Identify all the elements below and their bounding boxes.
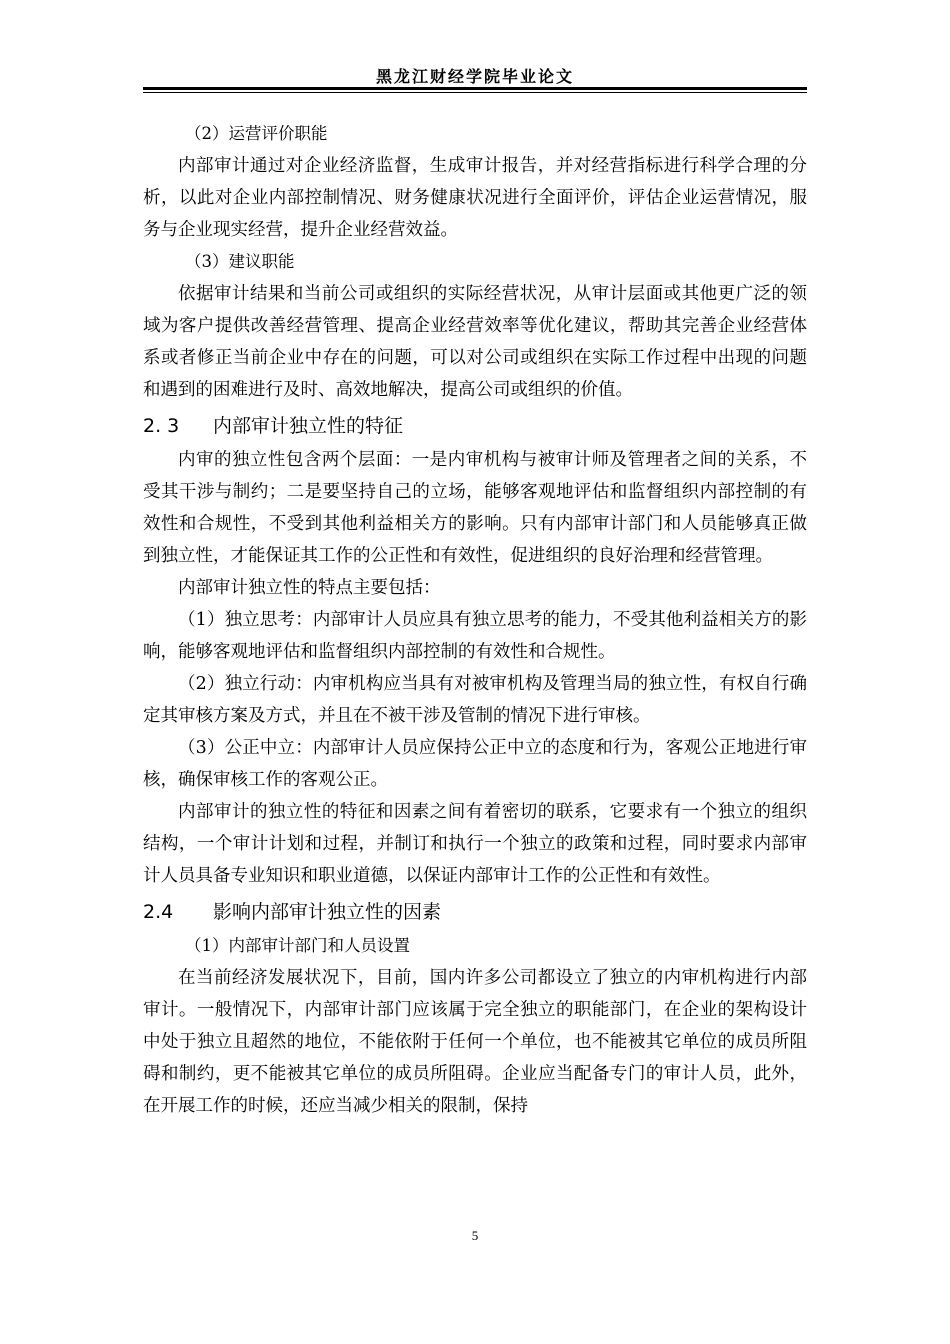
running-header-title: 黑龙江财经学院毕业论文 — [375, 67, 574, 86]
paragraph: 依据审计结果和当前公司或组织的实际经营状况，从审计层面或其他更广泛的领域为客户提供改善经营管理、提高企业经营效率等优化建议，帮助其完善企业经营体系或者修正当前企业中存在的问题，可以对公司或组织在实际工作过程中出现的问题和遇到的困难进行及时、高效地解决，提高公司或组织的价值。 — [143, 284, 807, 400]
subheading-operation-evaluation: （2）运营评价职能 — [185, 124, 328, 143]
paragraph: 在当前经济发展状况下，目前，国内许多公司都设立了独立的内审机构进行内部审计。一般情况下，内部审计部门应该属于完全独立的职能部门，在企业的架构设计中处于独立且超然的地位，不能依附于任何一个单位，也不能被其它单位的成员所阻碍和制约，更不能被其它单位的成员所阻碍。企业应当配备专门的审计人员，此外，在开展工作的时候，还应当减少相关的限制，保持 — [143, 968, 807, 1116]
section-heading-2-4 — [143, 894, 807, 930]
list-item: （3）公正中立：内部审计人员应保持公正中立的态度和行为，客观公正地进行审核，确保审核工作的客观公正。 — [143, 738, 807, 790]
paragraph: 内部审计的独立性的特征和因素之间有着密切的联系，它要求有一个独立的组织结构，一个审计计划和过程，并制订和执行一个独立的政策和过程，同时要求内部审计人员具备专业知识和职业道德，以保证内部审计工作的公正性和有效性。 — [143, 802, 807, 886]
section-title: 内部审计独立性的特征 — [213, 415, 404, 437]
header-rule-thin — [143, 92, 807, 93]
header-rule-thick — [143, 87, 807, 90]
paragraph: 内部审计独立性的特点主要包括： — [178, 578, 441, 598]
section-number: 2. 3 — [143, 415, 180, 437]
paragraph: 内审的独立性包含两个层面：一是内审机构与被审计师及管理者之间的关系，不受其干涉与制约；二是要坚持自己的立场，能够客观地评估和监督组织内部控制的有效性和合规性，不受到其他利益相关方的影响。只有内部审计部门和人员能够真正做到独立性，才能保证其工作的公正性和有效性，促进组织的良好治理和经营管理。 — [143, 450, 807, 566]
page-number: 5 — [471, 1228, 479, 1243]
section-title: 影响内部审计独立性的因素 — [213, 901, 442, 923]
list-item: （2）独立行动：内审机构应当具有对被审机构及管理当局的独立性，有权自行确定其审核方案及方式，并且在不被干涉及管制的情况下进行审核。 — [143, 674, 807, 726]
section-heading-2-3 — [143, 408, 807, 444]
subheading-advice-function: （3）建议职能 — [185, 252, 295, 271]
list-item: （1）独立思考：内部审计人员应具有独立思考的能力，不受其他利益相关方的影响，能够客观地评估和监督组织内部控制的有效性和合规性。 — [143, 610, 807, 662]
subheading-department-setup: （1）内部审计部门和人员设置 — [185, 936, 410, 955]
paragraph: 内部审计通过对企业经济监督，生成审计报告，并对经营指标进行科学合理的分析，以此对企业内部控制情况、财务健康状况进行全面评价，评估企业运营情况，服务与企业现实经营，提升企业经营效益。 — [143, 156, 807, 240]
body-text — [143, 118, 807, 1122]
section-number: 2.4 — [143, 901, 174, 923]
